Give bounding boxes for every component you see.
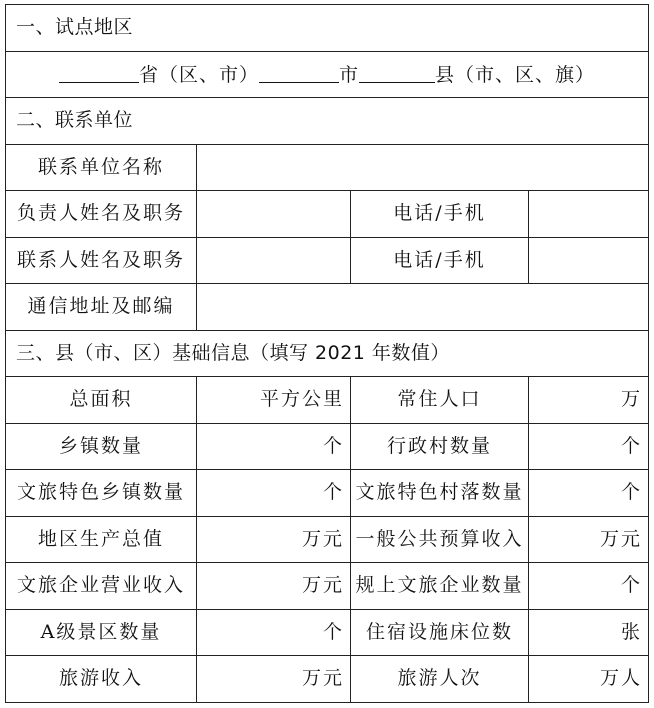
section-row <box>6 5 649 52</box>
region-fill-line <box>6 51 649 98</box>
basic-label: 行政村数量 <box>351 423 529 470</box>
leader-label: 负责人姓名及职务 <box>6 191 197 238</box>
region-fill-row <box>6 51 649 98</box>
leader-phone-label: 电话/手机 <box>351 191 529 238</box>
city-blank[interactable] <box>259 64 339 83</box>
basic-label: 文旅特色村落数量 <box>351 470 529 517</box>
basic-value-unit[interactable]: 万人 <box>529 656 649 703</box>
leader-row <box>6 191 649 238</box>
pilot-application-form <box>5 4 648 702</box>
contact-person-field[interactable] <box>197 237 351 284</box>
section-title-contact: 二、联系单位 <box>6 98 649 145</box>
basic-label: 旅游收入 <box>6 656 197 703</box>
basic-info-row <box>6 516 649 563</box>
form-table <box>5 4 649 703</box>
section-title-basic: 三、县（市、区）基础信息（填写 2021 年数值） <box>6 330 649 377</box>
basic-value-unit[interactable]: 个 <box>529 423 649 470</box>
basic-label: 地区生产总值 <box>6 516 197 563</box>
basic-value-unit[interactable]: 个 <box>529 563 649 610</box>
basic-value-unit[interactable]: 万元 <box>197 563 351 610</box>
basic-label: 常住人口 <box>351 377 529 424</box>
basic-info-rows <box>6 377 649 703</box>
basic-label: 旅游人次 <box>351 656 529 703</box>
contact-phone-label: 电话/手机 <box>351 237 529 284</box>
address-field[interactable] <box>197 284 649 331</box>
basic-info-row <box>6 609 649 656</box>
basic-info-row <box>6 563 649 610</box>
basic-info-row <box>6 377 649 424</box>
basic-value-unit[interactable]: 个 <box>197 470 351 517</box>
basic-info-row <box>6 423 649 470</box>
basic-value-unit[interactable]: 万 <box>529 377 649 424</box>
province-blank[interactable] <box>59 64 139 83</box>
county-blank[interactable] <box>359 64 435 83</box>
leader-field[interactable] <box>197 191 351 238</box>
basic-label: 规上文旅企业数量 <box>351 563 529 610</box>
basic-value-unit[interactable]: 个 <box>197 423 351 470</box>
unit-name-label: 联系单位名称 <box>6 144 197 191</box>
basic-label: 文旅特色乡镇数量 <box>6 470 197 517</box>
address-row <box>6 284 649 331</box>
basic-info-row <box>6 470 649 517</box>
basic-value-unit[interactable]: 万元 <box>197 516 351 563</box>
section-row <box>6 98 649 145</box>
basic-value-unit[interactable]: 张 <box>529 609 649 656</box>
section-title-region: 一、试点地区 <box>6 5 649 52</box>
basic-value-unit[interactable]: 个 <box>197 609 351 656</box>
contact-unit-row <box>6 144 649 191</box>
section-row <box>6 330 649 377</box>
basic-label: 住宿设施床位数 <box>351 609 529 656</box>
county-suffix: 县（市、区、旗） <box>435 63 596 86</box>
basic-info-row <box>6 656 649 703</box>
basic-label: 文旅企业营业收入 <box>6 563 197 610</box>
basic-label: 总面积 <box>6 377 197 424</box>
unit-name-field[interactable] <box>197 144 649 191</box>
city-suffix: 市 <box>339 63 360 86</box>
basic-value-unit[interactable]: 个 <box>529 470 649 517</box>
contact-person-row <box>6 237 649 284</box>
address-label: 通信地址及邮编 <box>6 284 197 331</box>
basic-value-unit[interactable]: 平方公里 <box>197 377 351 424</box>
basic-label: 乡镇数量 <box>6 423 197 470</box>
basic-value-unit[interactable]: 万元 <box>529 516 649 563</box>
province-suffix: 省（区、市） <box>138 63 259 86</box>
contact-phone-field[interactable] <box>529 237 649 284</box>
basic-label: A级景区数量 <box>6 609 197 656</box>
basic-value-unit[interactable]: 万元 <box>197 656 351 703</box>
contact-person-label: 联系人姓名及职务 <box>6 237 197 284</box>
leader-phone-field[interactable] <box>529 191 649 238</box>
basic-label: 一般公共预算收入 <box>351 516 529 563</box>
